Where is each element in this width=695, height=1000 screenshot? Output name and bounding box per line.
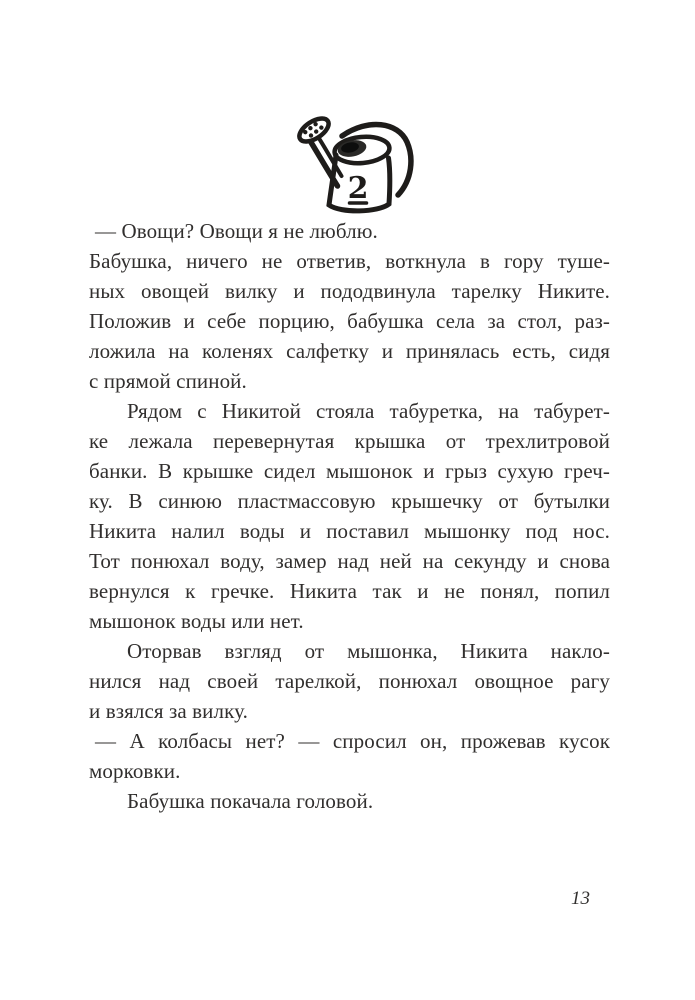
text-line: Положив и себе порцию, бабушка села за стол, раз- — [89, 309, 610, 333]
text-line: вернулся к гречке. Никита так и не понял, попил — [89, 579, 610, 603]
text-line: нился над своей тарелкой, понюхал овощное рагу — [89, 669, 610, 693]
text-line: ке лежала перевернутая крышка от трехлитровой — [89, 429, 610, 453]
text-line: с прямой спиной. — [89, 369, 247, 393]
page-number: 13 — [571, 888, 590, 909]
watering-can-illustration — [286, 114, 426, 214]
text-line: ных овощей вилку и пододвинула тарелку Никите. — [89, 279, 610, 303]
text-line: мышонок воды или нет. — [89, 609, 304, 633]
text-line: Никита налил воды и поставил мышонку под нос. — [89, 519, 610, 543]
page-text — [89, 216, 610, 816]
chapter-number: 2 — [347, 171, 369, 206]
text-line: — Овощи? Овощи я не люблю. — [95, 219, 378, 243]
text-line: Тот понюхал воду, замер над ней на секунду и снова — [89, 549, 610, 573]
text-line: Оторвав взгляд от мышонка, Никита накло- — [127, 639, 610, 663]
text-line: и взялся за вилку. — [89, 699, 248, 723]
text-line: Бабушка, ничего не ответив, воткнула в гору туше- — [89, 249, 610, 273]
text-line: Рядом с Никитой стояла табуретка, на табурет- — [127, 399, 610, 423]
text-line: ложила на коленях салфетку и принялась есть, сидя — [89, 339, 610, 363]
text-line: Бабушка покачала головой. — [127, 789, 374, 813]
text-line: ку. В синюю пластмассовую крышечку от бутылки — [89, 489, 610, 513]
sprinkler-head — [296, 114, 333, 146]
text-line: банки. В крышке сидел мышонок и грыз сухую греч- — [89, 459, 610, 483]
text-line: морковки. — [89, 759, 181, 783]
text-line: — А колбасы нет? — спросил он, прожевав кусок — [95, 729, 610, 753]
